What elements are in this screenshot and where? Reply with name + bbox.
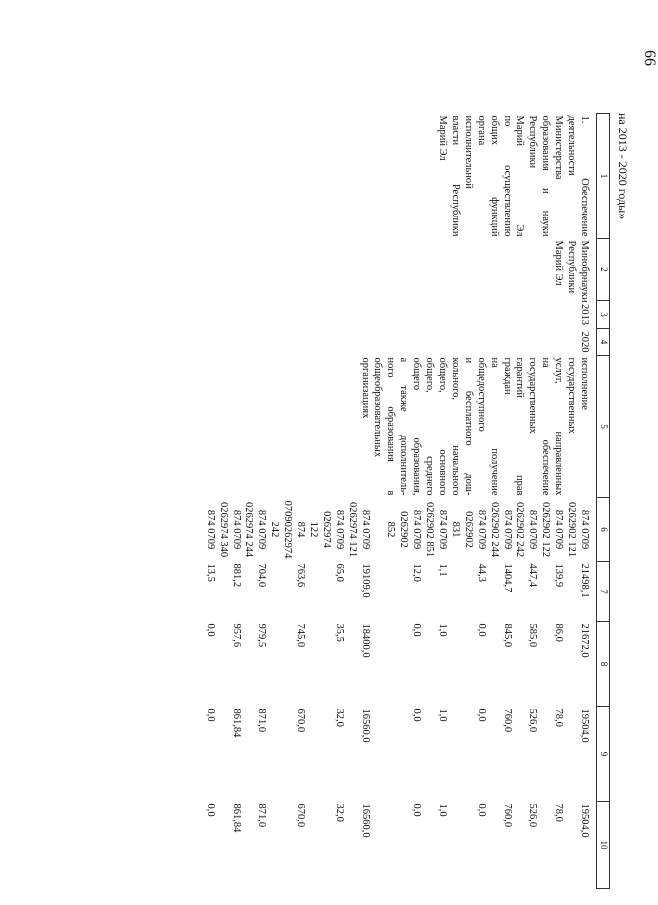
spacer — [267, 624, 280, 705]
spacer — [487, 804, 500, 887]
spacer — [384, 624, 397, 705]
budget-code-line: 874 0709 — [359, 509, 371, 550]
column-number-9: 9 — [597, 707, 610, 802]
spacer — [384, 709, 397, 800]
header-text: на 2013 - 2020 годы» — [616, 113, 630, 220]
executor-line: Республики — [566, 240, 578, 294]
direction-line: государственных — [527, 357, 539, 434]
amount-value: 13,5 — [204, 563, 216, 582]
amount-value: 1404,7 — [501, 563, 513, 593]
amount-value: 78,0 — [553, 803, 565, 822]
direction-line: исполнение — [579, 357, 590, 410]
direction-cell — [203, 356, 597, 498]
spacer — [538, 624, 551, 705]
spacer — [306, 624, 319, 705]
amount-value: 585,0 — [527, 623, 539, 648]
spacer — [280, 564, 293, 620]
amount-value: 861,84 — [230, 708, 242, 738]
amount-value: 881,2 — [230, 563, 242, 588]
spacer — [267, 804, 280, 887]
budget-code-line: 07090262974 — [282, 500, 294, 559]
budget-code-line: 874 0709 — [256, 509, 268, 550]
spacer — [448, 624, 461, 705]
budget-code-line: 0262902 122 — [540, 501, 552, 558]
budget-code-line: 0262974 — [320, 511, 332, 548]
spacer — [345, 564, 358, 620]
budget-code-line: 852 — [385, 521, 397, 538]
activity-name-line: исполнительной — [462, 115, 474, 189]
activity-name-line: образования и науки — [540, 115, 552, 237]
activity-name-line: общих функций — [488, 115, 500, 237]
amount-value: 1,1 — [437, 563, 449, 577]
budget-code-line: 0262902 242 — [514, 501, 526, 558]
spacer — [564, 624, 577, 705]
year-2014-values-cell — [203, 622, 597, 707]
spacer — [448, 564, 461, 620]
activity-name-line: органа — [475, 115, 487, 146]
spacer — [564, 804, 577, 887]
direction-line: организациях — [359, 357, 371, 419]
activity-name-line: деятельности — [566, 115, 578, 176]
spacer — [487, 709, 500, 800]
activity-name-line: Республики — [527, 115, 539, 169]
amount-value: 21672,0 — [579, 623, 590, 658]
year-2015-values-cell — [203, 707, 597, 802]
spacer — [513, 564, 526, 620]
budget-code-line: 874 0709 — [527, 509, 539, 550]
executor-cell — [203, 239, 597, 301]
direction-line: услуг, направленных — [553, 357, 565, 496]
spacer — [345, 624, 358, 705]
budget-code-line: 874 0709 — [411, 509, 423, 550]
amount-value: 32,0 — [333, 708, 345, 727]
amount-value: 19109,0 — [359, 563, 371, 598]
column-number-3: 3 — [597, 301, 610, 329]
activity-name-cell — [203, 114, 597, 239]
amount-value: 0,0 — [475, 708, 487, 722]
spacer — [216, 624, 229, 705]
spacer — [267, 564, 280, 620]
spacer — [396, 709, 409, 800]
amount-value: 957,6 — [230, 623, 242, 648]
amount-value: 19504,0 — [579, 708, 590, 743]
amount-value: 670,0 — [295, 708, 307, 733]
amount-value: 86,0 — [553, 623, 565, 642]
spacer — [461, 709, 474, 800]
amount-value: 32,0 — [333, 803, 345, 822]
activity-name-line: по осуществлению — [501, 115, 513, 237]
activity-name-line: власти Республики — [449, 115, 461, 237]
amount-value: 35,5 — [333, 623, 345, 642]
spacer — [371, 624, 384, 705]
spacer — [345, 804, 358, 887]
activity-name-line: Марий Эл — [514, 115, 526, 237]
budget-code-line: 122 — [307, 521, 319, 538]
spacer — [513, 624, 526, 705]
spacer — [422, 624, 435, 705]
budget-code-line: 874 0709 — [553, 509, 565, 550]
spacer — [319, 709, 332, 800]
amount-value: 21498,1 — [579, 563, 590, 598]
spacer — [216, 564, 229, 620]
spacer — [564, 564, 577, 620]
spacer — [306, 804, 319, 887]
column-number-4: 4 — [597, 329, 610, 356]
spacer — [242, 804, 255, 887]
spacer — [538, 564, 551, 620]
amount-value: 18400,0 — [359, 623, 371, 658]
spacer — [384, 804, 397, 887]
amount-value: 871,0 — [256, 803, 268, 828]
amount-value: 704,0 — [256, 563, 268, 588]
direction-line: общего образования, — [411, 357, 423, 496]
spacer — [319, 804, 332, 887]
spacer — [448, 709, 461, 800]
direction-line: а также дополнитель- — [398, 357, 410, 496]
amount-value: 1,0 — [437, 708, 449, 722]
amount-value: 670,0 — [295, 803, 307, 828]
spacer — [396, 564, 409, 620]
column-number-10: 10 — [597, 802, 610, 889]
amount-value: 760,0 — [501, 803, 513, 828]
spacer — [306, 709, 319, 800]
budget-code-line: 0262974 244 — [243, 501, 255, 558]
activity-name-line: 1. Обеспечение — [579, 115, 590, 237]
budget-code-line: 0262974 340 — [217, 501, 229, 558]
spacer — [242, 624, 255, 705]
budget-code-line: 874 0709 — [475, 509, 487, 550]
budget-code-line: 874 0709 — [579, 509, 590, 550]
amount-value: 760,0 — [501, 708, 513, 733]
budget-code-line: 0262902 — [398, 511, 410, 548]
spacer — [487, 564, 500, 620]
spacer — [216, 804, 229, 887]
spacer — [513, 709, 526, 800]
start-year-cell: 2013 — [579, 304, 590, 325]
column-number-5: 5 — [597, 356, 610, 498]
budget-code-line: 831 — [449, 521, 461, 538]
spacer — [267, 709, 280, 800]
amount-value: 447,4 — [527, 563, 539, 588]
amount-value: 979,5 — [256, 623, 268, 648]
budget-code-line: 874 0709 — [437, 509, 449, 550]
program-table — [203, 113, 610, 889]
spacer — [371, 564, 384, 620]
amount-value: 845,0 — [501, 623, 513, 648]
direction-line: общего, среднего — [424, 357, 436, 496]
spacer — [306, 564, 319, 620]
table-row — [203, 114, 597, 889]
amount-value: 0,0 — [475, 623, 487, 637]
year-2013-values-cell — [203, 562, 597, 622]
amount-value: 12,0 — [411, 563, 423, 582]
amount-value: 16560,0 — [359, 708, 371, 743]
budget-code-line: 0262902 244 — [488, 501, 500, 558]
budget-code-line: 0262902 — [462, 511, 474, 548]
amount-value: 871,0 — [256, 708, 268, 733]
budget-code-line: 242 — [269, 521, 281, 538]
amount-value: 19504,0 — [579, 803, 590, 838]
amount-value: 0,0 — [411, 623, 423, 637]
direction-line: гарантий прав — [514, 357, 526, 496]
direction-line: на обеспечение — [540, 357, 552, 496]
column-number-8: 8 — [597, 622, 610, 707]
budget-code-line: 874 0709 — [333, 509, 345, 550]
column-number-7: 7 — [597, 562, 610, 622]
spacer — [371, 804, 384, 887]
budget-code-line: 874 0709 — [204, 509, 216, 550]
activity-name-line: Марий Эл — [437, 115, 449, 161]
amount-value: 1,0 — [437, 803, 449, 817]
spacer — [384, 564, 397, 620]
spacer — [396, 804, 409, 887]
spacer — [422, 804, 435, 887]
amount-value: 763,6 — [295, 563, 307, 588]
year-2016-values-cell — [203, 802, 597, 889]
direction-line: государственных — [566, 357, 578, 434]
amount-value: 1,0 — [437, 623, 449, 637]
column-number-6: 6 — [597, 498, 610, 562]
spacer — [280, 709, 293, 800]
spacer — [280, 804, 293, 887]
page-number: 66 — [641, 50, 658, 66]
executor-line: Минобрнауки — [579, 240, 590, 303]
column-number-2: 2 — [597, 239, 610, 301]
budget-code-line: 874 0709 — [230, 509, 242, 550]
amount-value: 526,0 — [527, 803, 539, 828]
amount-value: 745,0 — [295, 623, 307, 648]
budget-code-line: 0262902 851 — [424, 501, 436, 558]
spacer — [461, 564, 474, 620]
end-year-cell: 2020 — [579, 331, 590, 353]
amount-value: 0,0 — [475, 803, 487, 817]
amount-value: 44,3 — [475, 563, 487, 582]
executor-line: Марий Эл — [553, 240, 565, 286]
column-number-1: 1 — [597, 114, 610, 239]
budget-code-line: 0262902 121 — [566, 501, 578, 558]
amount-value: 78,0 — [553, 708, 565, 727]
direction-line: кольного, начального — [449, 357, 461, 496]
spacer — [396, 624, 409, 705]
spacer — [242, 564, 255, 620]
amount-value: 16560,0 — [359, 803, 371, 838]
spacer — [513, 804, 526, 887]
amount-value: 65,0 — [333, 563, 345, 582]
budget-code-line — [371, 500, 384, 560]
direction-line: и бесплатного дош- — [462, 357, 474, 496]
budget-code-cell — [203, 498, 597, 562]
spacer — [371, 709, 384, 800]
amount-value: 0,0 — [411, 803, 423, 817]
spacer — [345, 709, 358, 800]
spacer — [422, 564, 435, 620]
spacer — [538, 804, 551, 887]
spacer — [242, 709, 255, 800]
budget-code-line: 874 — [295, 521, 307, 538]
spacer — [461, 624, 474, 705]
spacer — [461, 804, 474, 887]
spacer — [319, 624, 332, 705]
direction-line: общеобразовательных — [372, 357, 384, 458]
direction-line: общедоступного — [475, 357, 487, 432]
amount-value: 139,9 — [553, 563, 565, 588]
spacer — [280, 624, 293, 705]
spacer — [448, 804, 461, 887]
amount-value: 526,0 — [527, 708, 539, 733]
spacer — [422, 709, 435, 800]
budget-code-line: 874 0709 — [501, 509, 513, 550]
amount-value: 0,0 — [411, 708, 423, 722]
amount-value: 0,0 — [204, 803, 216, 817]
amount-value: 861,84 — [230, 803, 242, 833]
direction-line: граждан — [501, 357, 513, 395]
spacer — [319, 564, 332, 620]
spacer — [487, 624, 500, 705]
amount-value: 0,0 — [204, 708, 216, 722]
spacer — [538, 709, 551, 800]
activity-name-line: Министерства — [553, 115, 565, 180]
direction-line: общего, основного — [437, 357, 449, 496]
column-number-row — [597, 114, 610, 889]
budget-code-line: 0262974 121 — [346, 501, 358, 558]
spacer — [216, 709, 229, 800]
direction-line: на получение — [488, 357, 500, 496]
spacer — [564, 709, 577, 800]
direction-line: ного образования в — [385, 357, 397, 496]
amount-value: 0,0 — [204, 623, 216, 637]
